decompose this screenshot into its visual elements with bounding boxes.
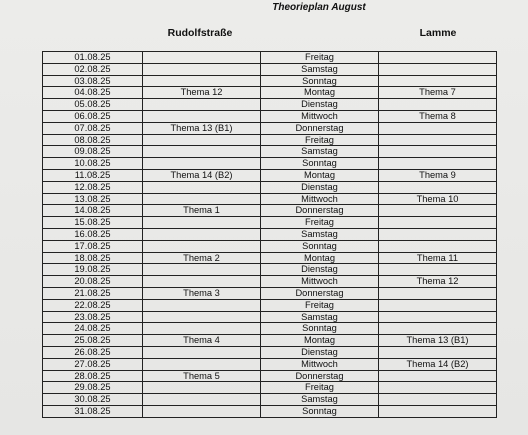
date-cell: 15.08.25 [43, 217, 143, 229]
weekday-cell: Samstag [261, 228, 379, 240]
table-row [43, 276, 497, 288]
lamme-topic-cell: Thema 9 [379, 169, 497, 181]
lamme-topic-cell [379, 346, 497, 358]
column-header-lamme: Lamme [419, 27, 457, 39]
rudolfstrasse-topic-cell [143, 181, 261, 193]
lamme-topic-cell [379, 205, 497, 217]
schedule-table-body [43, 52, 497, 418]
rudolfstrasse-topic-cell [143, 276, 261, 288]
date-cell: 02.08.25 [43, 63, 143, 75]
lamme-topic-cell [379, 370, 497, 382]
lamme-topic-cell: Thema 13 (B1) [379, 335, 497, 347]
date-cell: 10.08.25 [43, 158, 143, 170]
date-cell: 20.08.25 [43, 276, 143, 288]
lamme-topic-cell: Thema 10 [379, 193, 497, 205]
lamme-topic-cell: Thema 7 [379, 87, 497, 99]
lamme-topic-cell [379, 394, 497, 406]
rudolfstrasse-topic-cell [143, 311, 261, 323]
date-cell: 08.08.25 [43, 134, 143, 146]
rudolfstrasse-topic-cell [143, 63, 261, 75]
table-row [43, 110, 497, 122]
rudolfstrasse-topic-cell [143, 75, 261, 87]
weekday-cell: Montag [261, 169, 379, 181]
date-cell: 27.08.25 [43, 358, 143, 370]
lamme-topic-cell [379, 122, 497, 134]
date-cell: 11.08.25 [43, 169, 143, 181]
lamme-topic-cell: Thema 8 [379, 110, 497, 122]
weekday-cell: Samstag [261, 311, 379, 323]
table-row [43, 181, 497, 193]
rudolfstrasse-topic-cell [143, 228, 261, 240]
lamme-topic-cell [379, 52, 497, 64]
weekday-cell: Mittwoch [261, 193, 379, 205]
table-row [43, 52, 497, 64]
lamme-topic-cell: Thema 14 (B2) [379, 358, 497, 370]
table-row [43, 158, 497, 170]
table-row [43, 287, 497, 299]
table-row [43, 146, 497, 158]
date-cell: 16.08.25 [43, 228, 143, 240]
weekday-cell: Freitag [261, 52, 379, 64]
weekday-cell: Sonntag [261, 323, 379, 335]
weekday-cell: Donnerstag [261, 205, 379, 217]
lamme-topic-cell [379, 382, 497, 394]
table-row [43, 75, 497, 87]
rudolfstrasse-topic-cell [143, 158, 261, 170]
lamme-topic-cell [379, 134, 497, 146]
lamme-topic-cell [379, 63, 497, 75]
lamme-topic-cell [379, 158, 497, 170]
date-cell: 13.08.25 [43, 193, 143, 205]
rudolfstrasse-topic-cell [143, 110, 261, 122]
date-cell: 29.08.25 [43, 382, 143, 394]
date-cell: 09.08.25 [43, 146, 143, 158]
weekday-cell: Sonntag [261, 405, 379, 417]
date-cell: 18.08.25 [43, 252, 143, 264]
page-title: Theorieplan August [272, 2, 366, 13]
table-row [43, 193, 497, 205]
weekday-cell: Samstag [261, 63, 379, 75]
table-row [43, 370, 497, 382]
table-row [43, 323, 497, 335]
weekday-cell: Sonntag [261, 75, 379, 87]
lamme-topic-cell [379, 99, 497, 111]
table-row [43, 63, 497, 75]
rudolfstrasse-topic-cell [143, 405, 261, 417]
weekday-cell: Montag [261, 335, 379, 347]
table-row [43, 240, 497, 252]
table-row [43, 358, 497, 370]
rudolfstrasse-topic-cell [143, 394, 261, 406]
rudolfstrasse-topic-cell [143, 358, 261, 370]
table-row [43, 252, 497, 264]
rudolfstrasse-topic-cell: Thema 13 (B1) [143, 122, 261, 134]
date-cell: 05.08.25 [43, 99, 143, 111]
lamme-topic-cell [379, 75, 497, 87]
date-cell: 31.08.25 [43, 405, 143, 417]
lamme-topic-cell [379, 181, 497, 193]
date-cell: 19.08.25 [43, 264, 143, 276]
weekday-cell: Freitag [261, 299, 379, 311]
lamme-topic-cell: Thema 11 [379, 252, 497, 264]
table-row [43, 228, 497, 240]
table-row [43, 264, 497, 276]
weekday-cell: Dienstag [261, 99, 379, 111]
date-cell: 26.08.25 [43, 346, 143, 358]
rudolfstrasse-topic-cell [143, 217, 261, 229]
rudolfstrasse-topic-cell: Thema 3 [143, 287, 261, 299]
date-cell: 22.08.25 [43, 299, 143, 311]
lamme-topic-cell [379, 405, 497, 417]
date-cell: 21.08.25 [43, 287, 143, 299]
rudolfstrasse-topic-cell [143, 99, 261, 111]
date-cell: 01.08.25 [43, 52, 143, 64]
rudolfstrasse-topic-cell [143, 382, 261, 394]
lamme-topic-cell [379, 311, 497, 323]
lamme-topic-cell [379, 264, 497, 276]
weekday-cell: Sonntag [261, 240, 379, 252]
weekday-cell: Samstag [261, 394, 379, 406]
weekday-cell: Dienstag [261, 181, 379, 193]
weekday-cell: Freitag [261, 134, 379, 146]
date-cell: 25.08.25 [43, 335, 143, 347]
rudolfstrasse-topic-cell [143, 240, 261, 252]
weekday-cell: Montag [261, 252, 379, 264]
table-row [43, 335, 497, 347]
date-cell: 04.08.25 [43, 87, 143, 99]
table-row [43, 122, 497, 134]
lamme-topic-cell [379, 240, 497, 252]
table-row [43, 394, 497, 406]
rudolfstrasse-topic-cell: Thema 14 (B2) [143, 169, 261, 181]
table-row [43, 405, 497, 417]
rudolfstrasse-topic-cell [143, 323, 261, 335]
table-row [43, 169, 497, 181]
table-row [43, 87, 497, 99]
table-row [43, 217, 497, 229]
rudolfstrasse-topic-cell: Thema 5 [143, 370, 261, 382]
rudolfstrasse-topic-cell [143, 146, 261, 158]
date-cell: 12.08.25 [43, 181, 143, 193]
schedule-table [42, 51, 497, 418]
weekday-cell: Donnerstag [261, 287, 379, 299]
weekday-cell: Sonntag [261, 158, 379, 170]
lamme-topic-cell: Thema 12 [379, 276, 497, 288]
date-cell: 28.08.25 [43, 370, 143, 382]
rudolfstrasse-topic-cell [143, 134, 261, 146]
table-row [43, 311, 497, 323]
weekday-cell: Donnerstag [261, 122, 379, 134]
rudolfstrasse-topic-cell: Thema 2 [143, 252, 261, 264]
lamme-topic-cell [379, 228, 497, 240]
lamme-topic-cell [379, 217, 497, 229]
table-row [43, 346, 497, 358]
rudolfstrasse-topic-cell: Thema 12 [143, 87, 261, 99]
rudolfstrasse-topic-cell [143, 264, 261, 276]
weekday-cell: Freitag [261, 217, 379, 229]
weekday-cell: Mittwoch [261, 110, 379, 122]
rudolfstrasse-topic-cell: Thema 4 [143, 335, 261, 347]
date-cell: 17.08.25 [43, 240, 143, 252]
rudolfstrasse-topic-cell [143, 193, 261, 205]
rudolfstrasse-topic-cell [143, 52, 261, 64]
rudolfstrasse-topic-cell: Thema 1 [143, 205, 261, 217]
date-cell: 23.08.25 [43, 311, 143, 323]
table-row [43, 382, 497, 394]
lamme-topic-cell [379, 299, 497, 311]
table-row [43, 99, 497, 111]
lamme-topic-cell [379, 323, 497, 335]
weekday-cell: Mittwoch [261, 358, 379, 370]
weekday-cell: Mittwoch [261, 276, 379, 288]
weekday-cell: Donnerstag [261, 370, 379, 382]
date-cell: 30.08.25 [43, 394, 143, 406]
rudolfstrasse-topic-cell [143, 299, 261, 311]
lamme-topic-cell [379, 146, 497, 158]
lamme-topic-cell [379, 287, 497, 299]
table-row [43, 205, 497, 217]
weekday-cell: Dienstag [261, 264, 379, 276]
date-cell: 24.08.25 [43, 323, 143, 335]
weekday-cell: Freitag [261, 382, 379, 394]
date-cell: 06.08.25 [43, 110, 143, 122]
date-cell: 07.08.25 [43, 122, 143, 134]
weekday-cell: Dienstag [261, 346, 379, 358]
date-cell: 03.08.25 [43, 75, 143, 87]
table-row [43, 299, 497, 311]
rudolfstrasse-topic-cell [143, 346, 261, 358]
date-cell: 14.08.25 [43, 205, 143, 217]
weekday-cell: Samstag [261, 146, 379, 158]
weekday-cell: Montag [261, 87, 379, 99]
column-header-rudolfstrasse: Rudolfstraße [167, 27, 233, 39]
table-row [43, 134, 497, 146]
